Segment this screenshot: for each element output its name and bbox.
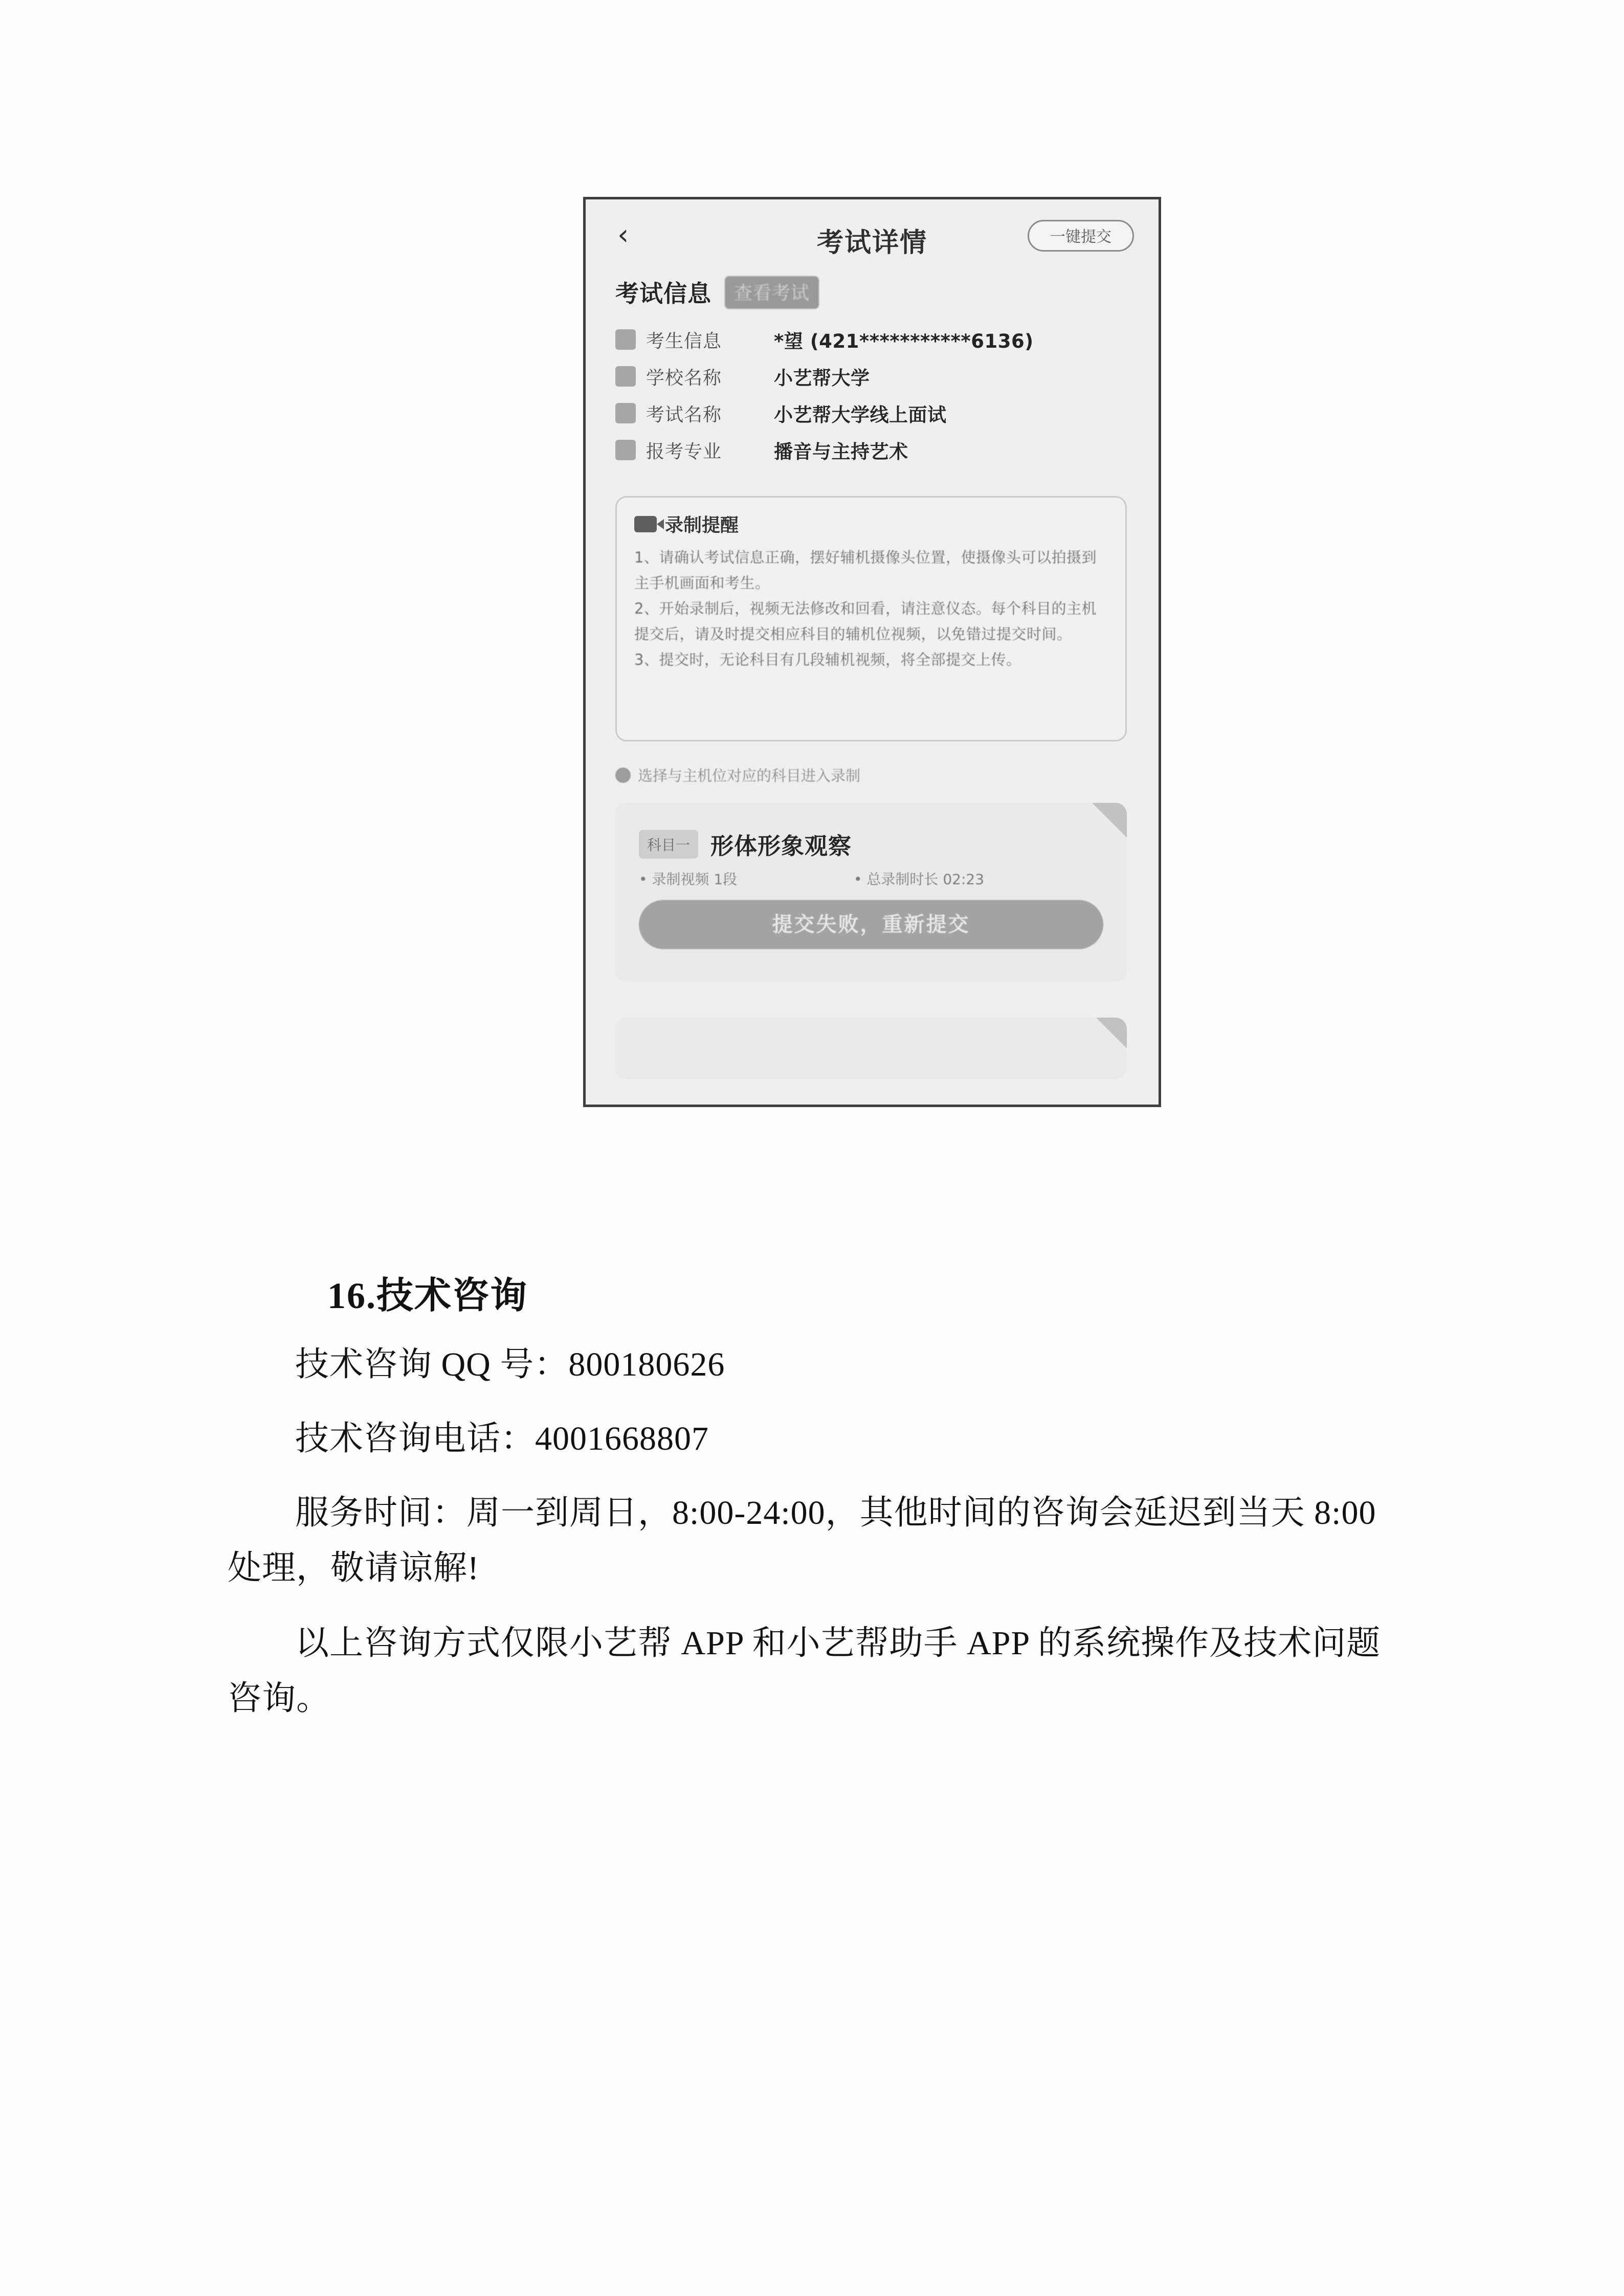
tab-exam-info[interactable]: 考试信息 (615, 280, 711, 307)
corner-ribbon (1096, 1018, 1127, 1048)
person-icon (615, 329, 636, 350)
school-icon (615, 366, 636, 387)
recorded-clips: • 录制视频 1段 (639, 871, 738, 888)
subject-name: 形体形象观察 (710, 832, 852, 860)
notice-line: 1、请确认考试信息正确，摆好辅机摄像头位置，使摄像头可以拍摄到主手机画面和考生。 (634, 549, 1097, 592)
page-title: 考试详情 (816, 228, 927, 258)
section-heading: 16.技术咨询 (327, 1275, 528, 1316)
list-item (615, 358, 1127, 395)
paragraph-scope: 以上咨询方式仅限小艺帮 APP 和小艺帮助手 APP 的系统操作及技术问题咨询。 (228, 1625, 1381, 1717)
exam-icon (615, 403, 636, 423)
notice-text (634, 545, 1110, 672)
paragraph-qq: 技术咨询 QQ 号：800180626 (295, 1346, 725, 1383)
tab-bar (615, 275, 819, 309)
paragraph-phone: 技术咨询电话：4001668807 (295, 1420, 709, 1457)
info-icon (615, 768, 631, 783)
notice-header (634, 511, 739, 537)
phone-screenshot-figure (583, 197, 1161, 1107)
info-value: *望 (421***********6136) (774, 330, 1034, 352)
subject-card[interactable] (615, 803, 1127, 982)
subject-select-hint (615, 764, 860, 785)
total-duration: • 总录制时长 02:23 (854, 871, 985, 888)
info-value: 播音与主持艺术 (774, 441, 908, 463)
major-icon (615, 440, 636, 460)
video-camera-icon (634, 516, 657, 532)
notice-line: 2、开始录制后，视频无法修改和回看，请注意仪态。每个科目的主机提交后，请及时提交相应科目的辅机位视频，以免错过提交时间。 (634, 600, 1097, 643)
tab-view-exam[interactable]: 查看考试 (725, 276, 819, 309)
info-label: 报考专业 (646, 441, 722, 462)
back-icon[interactable]: ‹ (617, 218, 629, 252)
exam-info-list (615, 321, 1127, 468)
subject-header (639, 827, 852, 861)
notice-title: 录制提醒 (665, 515, 739, 536)
hint-text: 选择与主机位对应的科目进入录制 (638, 767, 861, 784)
notice-line: 3、提交时，无论科目有几段辅机视频，将全部提交上传。 (634, 651, 1021, 668)
list-item (615, 432, 1127, 468)
subject-meta (639, 868, 1099, 889)
resubmit-button[interactable]: 提交失败，重新提交 (639, 900, 1103, 949)
recording-notice-card (615, 496, 1127, 741)
list-item (615, 395, 1127, 432)
submit-all-button[interactable]: 一键提交 (1028, 220, 1134, 252)
subject-tag: 科目一 (639, 830, 698, 859)
paragraph-service-hours: 服务时间：周一到周日，8:00-24:00，其他时间的咨询会延迟到当天 8:00 处理，敬请谅解! (228, 1494, 1376, 1587)
list-item (615, 321, 1127, 358)
info-label: 考生信息 (646, 330, 722, 352)
next-subject-card[interactable] (615, 1018, 1127, 1079)
info-label: 考试名称 (646, 404, 722, 425)
corner-ribbon (1092, 803, 1127, 838)
phone-title-bar (586, 199, 1159, 276)
phone-screen (586, 199, 1159, 1105)
info-label: 学校名称 (646, 367, 722, 389)
info-value: 小艺帮大学 (774, 367, 870, 389)
info-value: 小艺帮大学线上面试 (774, 404, 947, 426)
